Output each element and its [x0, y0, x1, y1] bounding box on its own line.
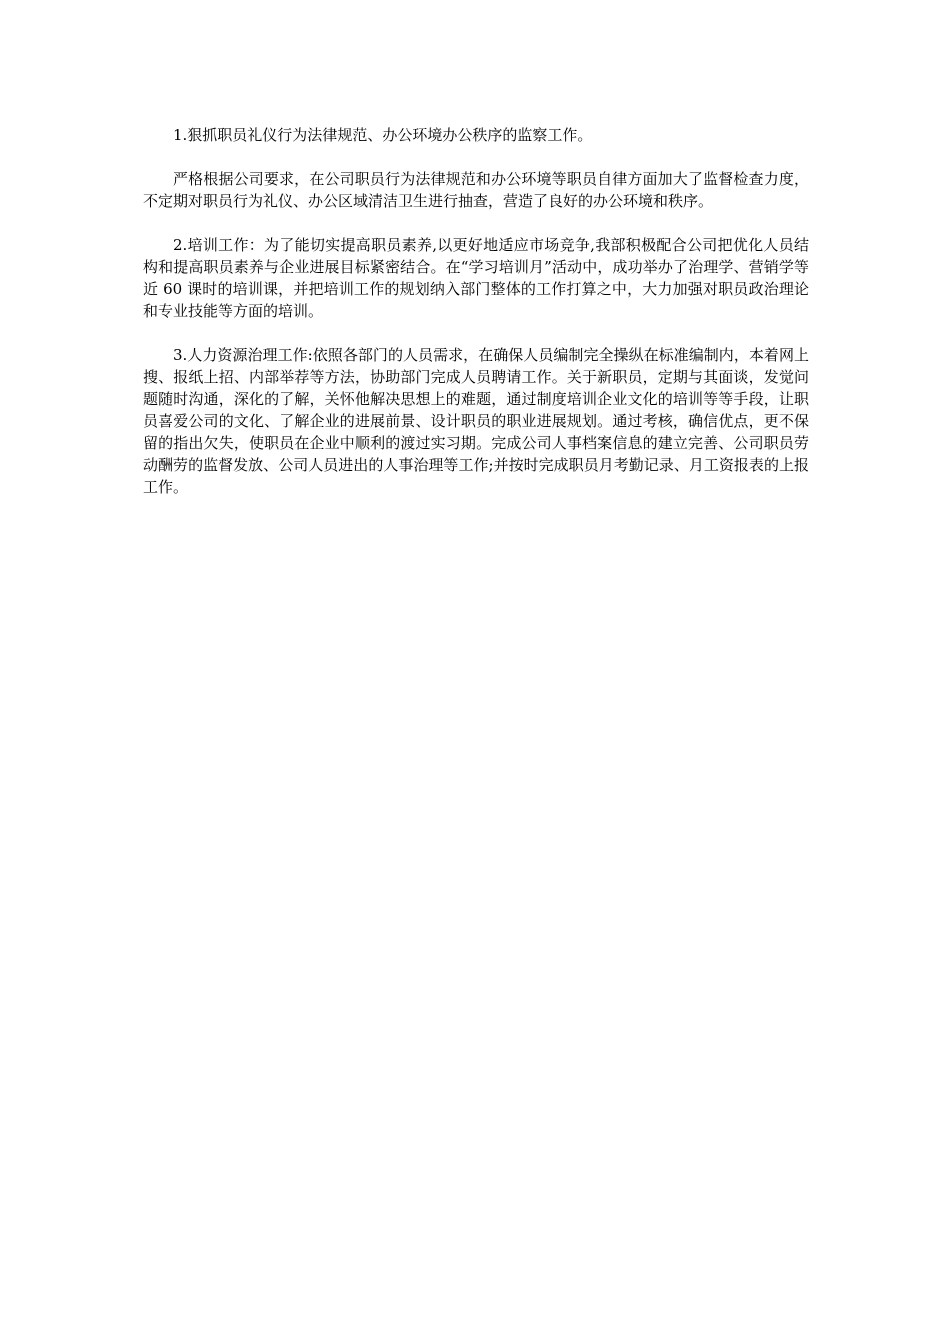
paragraph-training: 2.培训工作：为了能切实提高职员素养,以更好地适应市场竞争,我部积极配合公司把优化人员结构和提高职员素养与企业进展目标紧密结合。在“学习培训月”活动中，成功举办了治理学、营销学等近 60 课时的培训课，并把培训工作的规划纳入部门整体的工作打算之中，大力加强对职员政治理论和专业技能等方面的培训。	[143, 236, 809, 320]
paragraph-supervision-heading: 1.狠抓职员礼仪行为法律规范、办公环境办公秩序的监察工作。	[173, 126, 593, 144]
document-body	[143, 124, 809, 520]
paragraph-human-resources: 3.人力资源治理工作:依照各部门的人员需求，在确保人员编制完全操纵在标准编制内，本着网上搜、报纸上招、内部举荐等方法，协助部门完成人员聘请工作。关于新职员，定期与其面谈，发觉问题随时沟通，深化的了解，关怀他解决思想上的难题，通过制度培训企业文化的培训等等手段，让职员喜爱公司的文化、了解企业的进展前景、设计职员的职业进展规划。通过考核，确信优点，更不保留的指出欠失，使职员在企业中顺利的渡过实习期。完成公司人事档案信息的建立完善、公司职员劳动酬劳的监督发放、公司人员进出的人事治理等工作;并按时完成职员月考勤记录、月工资报表的上报工作。	[143, 346, 809, 496]
paragraph-supervision-detail: 严格根据公司要求，在公司职员行为法律规范和办公环境等职员自律方面加大了监督检查力度，不定期对职员行为礼仪、办公区域清洁卫生进行抽查，营造了良好的办公环境和秩序。	[143, 170, 809, 210]
